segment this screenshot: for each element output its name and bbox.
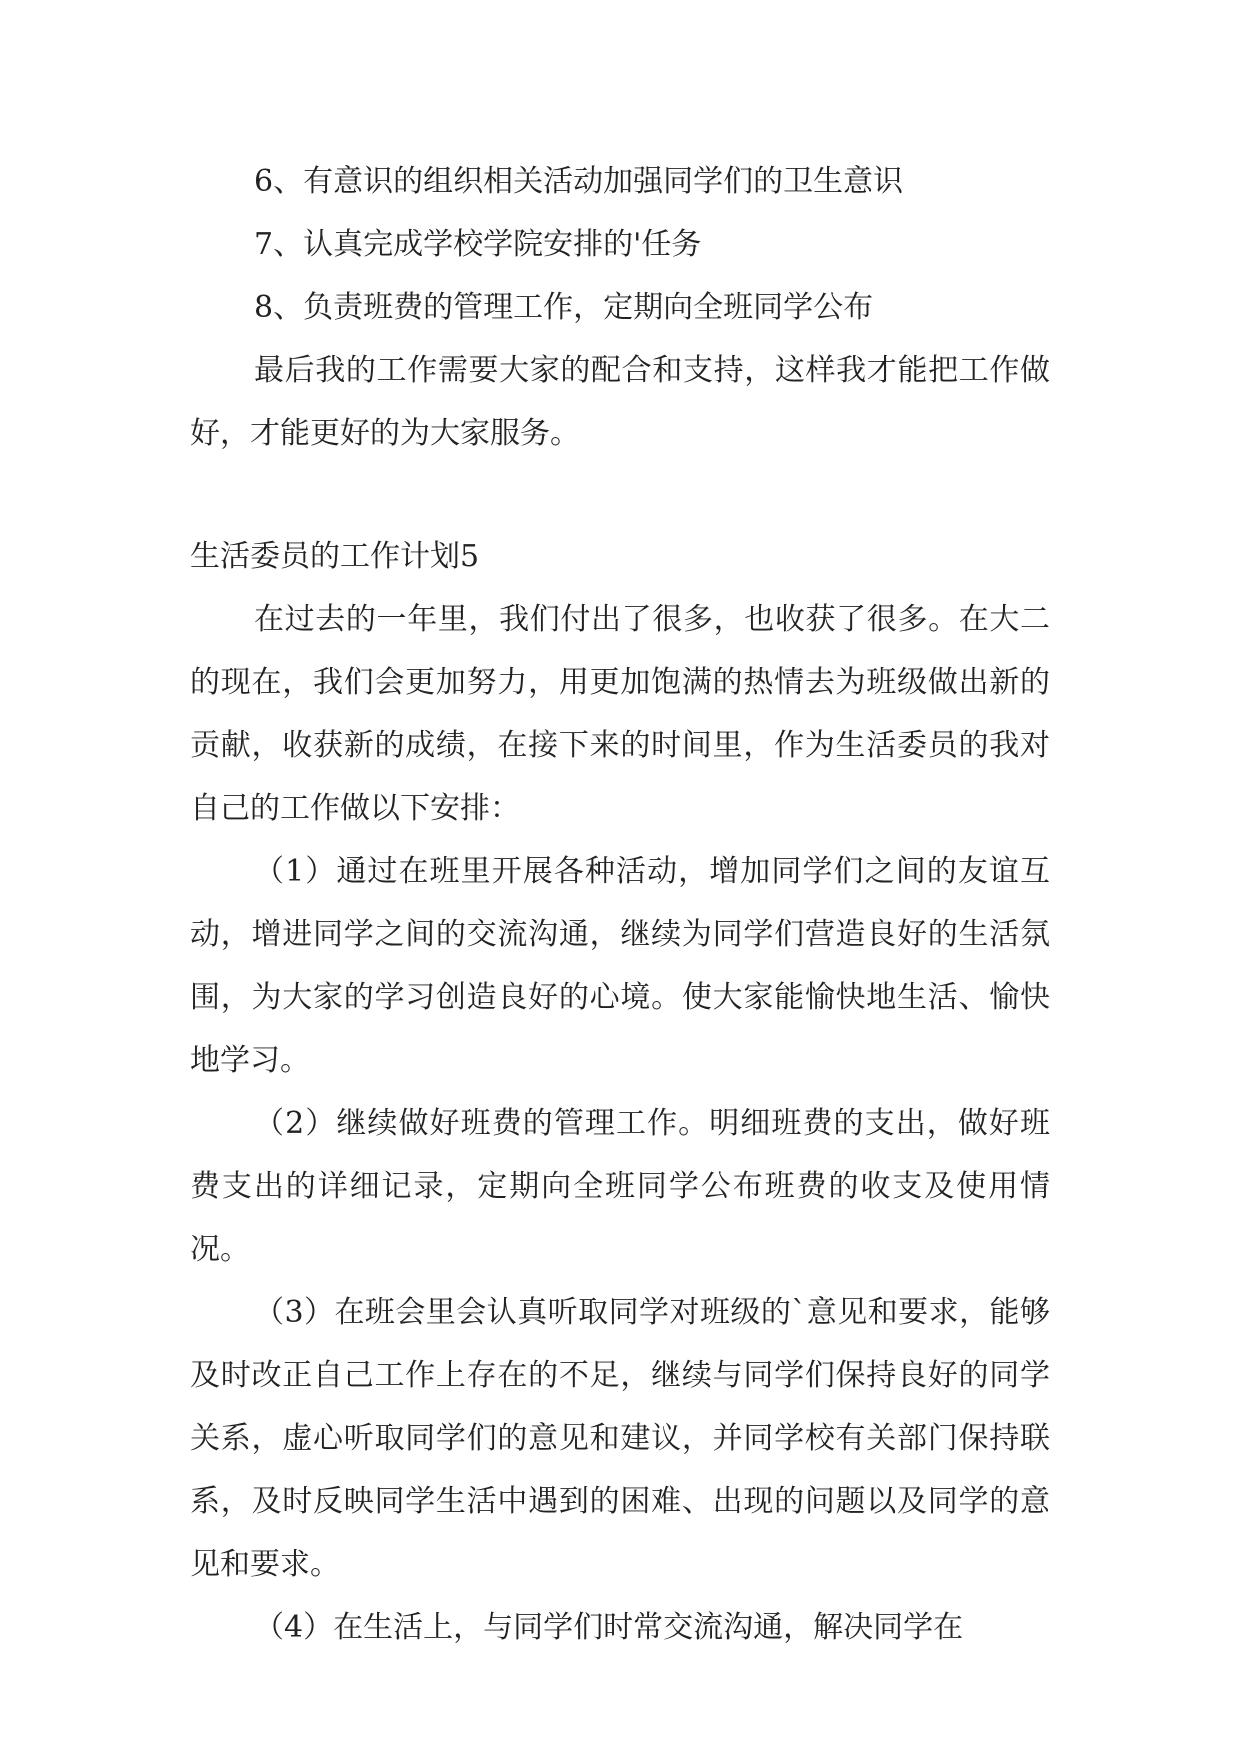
list-item-8: 8、负责班费的管理工作，定期向全班同学公布 <box>254 290 874 325</box>
plan-item-4: （4）在生活上，与同学们时常交流沟通，解决同学在 <box>254 1610 964 1645</box>
plan-item-3: （3）在班会里会认真听取同学对班级的`意见和要求，能够及时改正自己工作上存在的不足，继续与同学们保持良好的同学关系，虚心听取同学们的意见和建议，并同学校有关部门保持联系，及时反映同学生活中遇到的困难、出现的问题以及同学的意见和要求。 <box>190 1295 1050 1582</box>
list-item-7: 7、认真完成学校学院安排的'任务 <box>254 227 702 262</box>
section-title: 生活委员的工作计划5 <box>190 539 480 574</box>
plan-item-1: （1）通过在班里开展各种活动，增加同学们之间的友谊互动，增进同学之间的交流沟通，继续为同学们营造良好的生活氛围，为大家的学习创造良好的心境。使大家能愉快地生活、愉快地学习。 <box>190 854 1050 1078</box>
document-body <box>190 150 1050 1659</box>
intro-paragraph: 在过去的一年里，我们付出了很多，也收获了很多。在大二的现在，我们会更加努力，用更加饱满的热情去为班级做出新的贡献，收获新的成绩，在接下来的时间里，作为生活委员的我对自己的工作做以下安排： <box>190 602 1050 826</box>
closing-paragraph: 最后我的工作需要大家的配合和支持，这样我才能把工作做好，才能更好的为大家服务。 <box>190 353 1050 451</box>
list-item-6: 6、有意识的组织相关活动加强同学们的卫生意识 <box>254 164 904 199</box>
plan-item-2: （2）继续做好班费的管理工作。明细班费的支出，做好班费支出的详细记录，定期向全班同学公布班费的收支及使用情况。 <box>190 1106 1050 1267</box>
